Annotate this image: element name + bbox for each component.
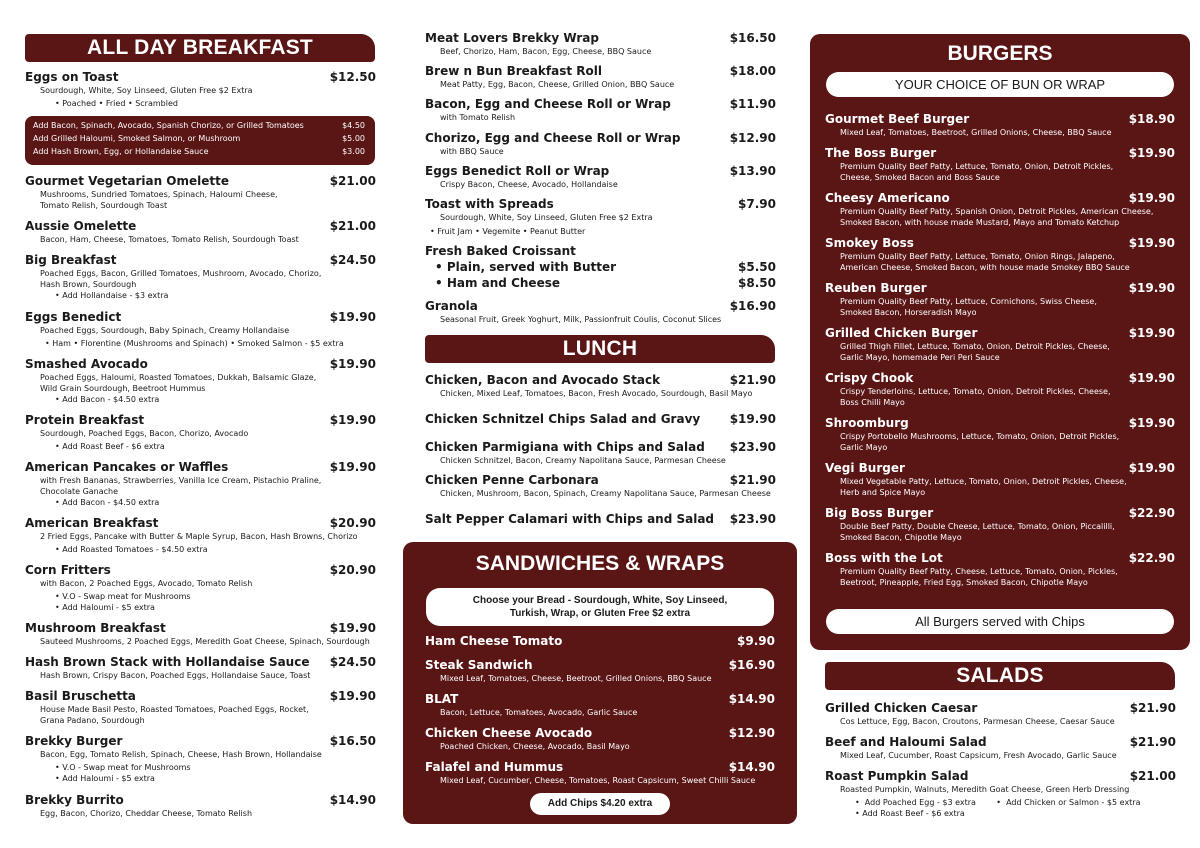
- item-price: $14.90: [728, 760, 775, 774]
- menu-item: [25, 793, 376, 819]
- menu-item: [25, 357, 376, 405]
- item-desc: Smoked Bacon, Chipotle Mayo: [840, 533, 962, 542]
- item-price: $19.90: [329, 689, 376, 703]
- item-options: • Add Bacon - $4.50 extra: [55, 498, 160, 507]
- item-price: $21.00: [329, 219, 376, 233]
- item-name: Toast with Spreads: [425, 197, 554, 211]
- item-price: $21.00: [329, 174, 376, 188]
- item-desc: Mixed Vegetable Patty, Lettuce, Tomato, Onion, Detroit Pickles, Cheese,: [840, 477, 1127, 486]
- item-name: Eggs on Toast: [25, 70, 119, 84]
- item-price: $21.90: [729, 373, 776, 387]
- menu-item: [25, 310, 376, 349]
- item-desc: Cos Lettuce, Egg, Bacon, Croutons, Parmesan Cheese, Caesar Sauce: [840, 717, 1115, 726]
- menu-item: [425, 197, 776, 237]
- item-price: $24.50: [329, 655, 376, 669]
- item-price: $16.90: [729, 299, 776, 313]
- item-price: $19.90: [1128, 461, 1175, 475]
- item-desc: Bacon, Lettuce, Tomatoes, Avocado, Garlic Sauce: [440, 708, 638, 717]
- item-price: $19.90: [329, 310, 376, 324]
- menu-item: [425, 726, 775, 752]
- item-desc: Mixed Leaf, Tomatoes, Beetroot, Grilled Onions, Cheese, BBQ Sauce: [840, 128, 1112, 137]
- extra-price: $5.00: [342, 134, 365, 143]
- item-desc: Beetroot, Pineapple, Fried Egg, Smoked Bacon, Chipotle Mayo: [840, 578, 1088, 587]
- item-price: $22.90: [1128, 551, 1175, 565]
- item-price: $19.90: [1128, 416, 1175, 430]
- item-desc: Boss Chilli Mayo: [840, 398, 905, 407]
- item-desc: Grilled Thigh Fillet, Lettuce, Tomato, Onion, Detroit Pickles, Cheese,: [840, 342, 1110, 351]
- item-desc: Garlic Mayo, homemade Peri Peri Sauce: [840, 353, 1000, 362]
- item-price: $12.90: [729, 131, 776, 145]
- item-name: Chorizo, Egg and Cheese Roll or Wrap: [425, 131, 681, 145]
- item-price: $19.90: [329, 413, 376, 427]
- item-price: $24.50: [329, 253, 376, 267]
- item-price: $12.50: [329, 70, 376, 84]
- extra-price: $3.00: [342, 147, 365, 156]
- item-desc: Chicken Schnitzel, Bacon, Creamy Napolitana Sauce, Parmesan Cheese: [440, 456, 726, 465]
- item-price: $9.90: [737, 634, 775, 648]
- menu-item: [425, 164, 776, 190]
- extra-label: Add Hash Brown, Egg, or Hollandaise Sauce: [33, 147, 209, 156]
- item-name: Crispy Chook: [825, 371, 914, 385]
- item-price: $21.90: [1129, 701, 1176, 715]
- item-price: $12.90: [728, 726, 775, 740]
- menu-item: [425, 276, 776, 291]
- item-desc: with Fresh Bananas, Strawberries, Vanilla Ice Cream, Pistachio Praline,: [40, 476, 322, 485]
- item-desc: Tomato Relish, Sourdough Toast: [40, 201, 168, 210]
- item-price: $23.90: [729, 512, 776, 526]
- item-name: Roast Pumpkin Salad: [825, 769, 969, 783]
- salads-header: SALADS: [825, 662, 1175, 690]
- menu-item: [425, 131, 776, 157]
- add-chips-note: Add Chips $4.20 extra: [530, 793, 670, 815]
- extra-label: Add Grilled Haloumi, Smoked Salmon, or Mushroom: [33, 134, 241, 143]
- item-price: $21.90: [1129, 735, 1176, 749]
- menu-item: [425, 64, 776, 90]
- menu-item: [425, 440, 776, 466]
- item-desc: Grana Padano, Sourdough: [40, 716, 145, 725]
- item-desc: Sourdough, White, Soy Linseed, Gluten Free $2 Extra: [440, 213, 653, 222]
- menu-item: [425, 97, 776, 123]
- item-desc: Chocolate Ganache: [40, 487, 119, 496]
- item-price: $11.90: [729, 97, 776, 111]
- extras-box: [25, 116, 375, 165]
- item-name: Grilled Chicken Caesar: [825, 701, 978, 715]
- item-name: Smashed Avocado: [25, 357, 148, 371]
- item-price: $16.90: [728, 658, 775, 672]
- item-name: Bacon, Egg and Cheese Roll or Wrap: [425, 97, 671, 111]
- item-name: Eggs Benedict Roll or Wrap: [425, 164, 610, 178]
- sandwiches-list: [425, 634, 775, 804]
- item-price: $21.00: [1129, 769, 1176, 783]
- extra-label: Add Bacon, Spinach, Avocado, Spanish Chorizo, or Grilled Tomatoes: [33, 121, 304, 130]
- item-desc: House Made Basil Pesto, Roasted Tomatoes, Poached Eggs, Rocket,: [40, 705, 309, 714]
- item-options: • Add Roast Beef - $6 extra: [55, 442, 165, 451]
- item-desc: Hash Brown, Sourdough: [40, 280, 137, 289]
- item-name: Big Breakfast: [25, 253, 117, 267]
- menu-item: [425, 634, 775, 649]
- item-desc: Crispy Bacon, Cheese, Avocado, Hollandaise: [440, 180, 618, 189]
- item-name: Meat Lovers Brekky Wrap: [425, 31, 599, 45]
- item-desc: Poached Eggs, Sourdough, Baby Spinach, Creamy Hollandaise: [40, 326, 290, 335]
- item-desc: Sauteed Mushrooms, 2 Poached Eggs, Meredith Goat Cheese, Spinach, Sourdough: [40, 637, 370, 646]
- item-desc: Premium Quality Beef Patty, Lettuce, Tomato, Onion Rings, Jalapeno,: [840, 252, 1115, 261]
- extra-price: $4.50: [342, 121, 365, 130]
- item-price: $23.90: [729, 440, 776, 454]
- item-price: $13.90: [729, 164, 776, 178]
- item-name: Basil Bruschetta: [25, 689, 136, 703]
- item-options: • Add Hollandaise - $3 extra: [55, 291, 169, 300]
- item-desc: Sourdough, Poached Eggs, Bacon, Chorizo, Avocado: [40, 429, 249, 438]
- item-name: Beef and Haloumi Salad: [825, 735, 987, 749]
- item-desc: Sourdough, White, Soy Linseed, Gluten Free $2 Extra: [40, 86, 253, 95]
- item-price: $8.50: [738, 276, 776, 290]
- item-name: Salt Pepper Calamari with Chips and Salad: [425, 512, 715, 526]
- menu-item: [25, 253, 376, 301]
- sandwiches-header: SANDWICHES & WRAPS: [475, 552, 725, 575]
- item-name: Brekky Burger: [25, 734, 123, 748]
- menu-item: [25, 516, 376, 555]
- breakfast-column: [25, 0, 376, 848]
- extra-row: [25, 132, 375, 145]
- item-name: American Breakfast: [25, 516, 159, 530]
- item-name: BLAT: [425, 692, 459, 706]
- item-name: The Boss Burger: [825, 146, 937, 160]
- item-name: Brekky Burrito: [25, 793, 124, 807]
- item-desc: Chicken, Mixed Leaf, Tomatoes, Bacon, Fresh Avocado, Sourdough, Basil Mayo: [440, 389, 753, 398]
- menu-item: [25, 689, 376, 726]
- item-name: Hash Brown Stack with Hollandaise Sauce: [25, 655, 310, 669]
- item-desc: Beef, Chorizo, Ham, Bacon, Egg, Cheese, BBQ Sauce: [440, 47, 652, 56]
- item-desc: Premium Quality Beef Patty, Lettuce, Tomato, Onion, Detroit Pickles,: [840, 162, 1114, 171]
- item-name: Mushroom Breakfast: [25, 621, 166, 635]
- item-desc: Roasted Pumpkin, Walnuts, Meredith Goat Cheese, Green Herb Dressing: [840, 785, 1130, 794]
- item-name: Shroomburg: [825, 416, 909, 430]
- extra-row: [25, 145, 375, 158]
- item-desc: Garlic Mayo: [840, 443, 888, 452]
- burgers-header: BURGERS: [947, 42, 1053, 65]
- item-options: • V.O - Swap meat for Mushrooms: [55, 763, 191, 772]
- item-desc: Meat Patty, Egg, Bacon, Cheese, Grilled Onion, BBQ Sauce: [440, 80, 675, 89]
- item-name: Gourmet Vegetarian Omelette: [25, 174, 229, 188]
- item-options: • Add Haloumi - $5 extra: [55, 774, 155, 783]
- menu-item: [25, 621, 376, 647]
- salads-section: [825, 0, 1176, 848]
- menu-item: [425, 512, 776, 527]
- item-name: Corn Fritters: [25, 563, 111, 577]
- item-price: $21.90: [729, 473, 776, 487]
- burgers-chips-note: All Burgers served with Chips: [826, 609, 1174, 634]
- item-price: $19.90: [1128, 281, 1175, 295]
- menu-item: [425, 299, 776, 325]
- item-name: Steak Sandwich: [425, 658, 533, 672]
- item-name: Protein Breakfast: [25, 413, 145, 427]
- menu-item: [425, 31, 776, 57]
- breakfast-header: ALL DAY BREAKFAST: [25, 34, 375, 62]
- bread-choice-note: [426, 588, 774, 626]
- item-price: $22.90: [1128, 506, 1175, 520]
- item-name: Chicken Parmigiana with Chips and Salad: [425, 440, 705, 454]
- item-price: $20.90: [329, 516, 376, 530]
- item-price: $14.90: [329, 793, 376, 807]
- item-price: $16.50: [729, 31, 776, 45]
- item-desc: 2 Fried Eggs, Pancake with Butter & Maple Syrup, Bacon, Hash Browns, Chorizo: [40, 532, 358, 541]
- item-price: $19.90: [1128, 191, 1175, 205]
- item-desc: with Bacon, 2 Poached Eggs, Avocado, Tomato Relish: [40, 579, 253, 588]
- item-options: • Poached • Fried • Scrambled: [55, 99, 178, 108]
- item-desc: Crispy Tenderloins, Lettuce, Tomato, Onion, Detroit Pickles, Cheese,: [840, 387, 1111, 396]
- menu-item: [25, 563, 376, 613]
- item-options: • Add Haloumi - $5 extra: [55, 603, 155, 612]
- item-options: • Fruit Jam • Vegemite • Peanut Butter: [430, 227, 586, 236]
- extra-row: [25, 119, 375, 132]
- item-name: Chicken Schnitzel Chips Salad and Gravy: [425, 412, 701, 426]
- item-name: • Plain, served with Butter: [435, 260, 617, 274]
- item-desc: Egg, Bacon, Chorizo, Cheddar Cheese, Tomato Relish: [40, 809, 253, 818]
- item-options: • Add Poached Egg - $3 extra • Add Chicken or Salmon - $5 extra: [855, 798, 1141, 807]
- item-price: $19.90: [329, 621, 376, 635]
- item-name: Boss with the Lot: [825, 551, 943, 565]
- menu-item: [425, 260, 776, 275]
- item-options: • Add Bacon - $4.50 extra: [55, 395, 160, 404]
- item-name: Chicken Penne Carbonara: [425, 473, 599, 487]
- bread-line: Choose your Bread - Sourdough, White, Soy Linseed,: [472, 595, 728, 606]
- item-price: $19.90: [1128, 146, 1175, 160]
- item-price: $19.90: [329, 460, 376, 474]
- menu-item: [25, 413, 376, 452]
- item-price: $5.50: [738, 260, 776, 274]
- menu-item: [825, 701, 1176, 727]
- item-desc: Chicken, Mushroom, Bacon, Spinach, Creamy Napolitana Sauce, Parmesan Cheese: [440, 489, 771, 498]
- item-desc: Premium Quality Beef Patty, Spanish Onion, Detroit Pickles, American Cheese,: [840, 207, 1154, 216]
- item-name: Smokey Boss: [825, 236, 914, 250]
- item-desc: with Tomato Relish: [440, 113, 516, 122]
- item-desc: Double Beef Patty, Double Cheese, Lettuce, Tomato, Onion, Piccalilli,: [840, 522, 1115, 531]
- item-desc: Herb and Spice Mayo: [840, 488, 926, 497]
- menu-item: [425, 412, 776, 427]
- menu-item: [425, 692, 775, 718]
- item-name: Brew n Bun Breakfast Roll: [425, 64, 602, 78]
- menu-item: [425, 373, 776, 399]
- item-name: American Pancakes or Waffles: [25, 460, 229, 474]
- menu-item: [825, 735, 1176, 761]
- item-price: $19.90: [1128, 326, 1175, 340]
- item-name: Reuben Burger: [825, 281, 927, 295]
- menu-item: [425, 760, 775, 786]
- item-name: Granola: [425, 299, 478, 313]
- item-name: Vegi Burger: [825, 461, 905, 475]
- item-desc: with BBQ Sauce: [440, 147, 504, 156]
- item-price: $18.90: [1128, 112, 1175, 126]
- item-name: Big Boss Burger: [825, 506, 934, 520]
- lunch-header: LUNCH: [425, 335, 775, 363]
- item-name: Chicken, Bacon and Avocado Stack: [425, 373, 661, 387]
- item-desc: Cheese, Smoked Bacon and Boss Sauce: [840, 173, 1000, 182]
- menu-item: [425, 244, 776, 259]
- menu-item: [25, 219, 376, 245]
- item-desc: Smoked Bacon, Horseradish Mayo: [840, 308, 977, 317]
- item-price: $20.90: [329, 563, 376, 577]
- item-desc: Mixed Leaf, Cucumber, Roast Capsicum, Fresh Avocado, Garlic Sauce: [840, 751, 1117, 760]
- item-name: Fresh Baked Croissant: [425, 244, 576, 258]
- item-price: $19.90: [329, 357, 376, 371]
- item-price: $19.90: [729, 412, 776, 426]
- item-price: $19.90: [1128, 236, 1175, 250]
- item-desc: Poached Eggs, Haloumi, Roasted Tomatoes, Dukkah, Balsamic Glaze,: [40, 373, 317, 382]
- menu-item: [425, 473, 776, 499]
- menu-item: [25, 460, 376, 508]
- item-name: Ham Cheese Tomato: [425, 634, 563, 648]
- item-name: Aussie Omelette: [25, 219, 137, 233]
- item-name: Chicken Cheese Avocado: [425, 726, 593, 740]
- item-price: $7.90: [738, 197, 776, 211]
- menu-item: [425, 658, 775, 684]
- item-desc: Seasonal Fruit, Greek Yoghurt, Milk, Passionfruit Coulis, Coconut Slices: [440, 315, 722, 324]
- menu-item: [25, 734, 376, 784]
- item-options: • Ham • Florentine (Mushrooms and Spinach) • Smoked Salmon - $5 extra: [45, 339, 344, 348]
- item-name: Grilled Chicken Burger: [825, 326, 978, 340]
- item-name: Gourmet Beef Burger: [825, 112, 970, 126]
- item-desc: Premium Quality Beef Patty, Lettuce, Cornichons, Swiss Cheese,: [840, 297, 1097, 306]
- item-price: $18.00: [729, 64, 776, 78]
- menu-item: [825, 769, 1176, 819]
- menu-item: [25, 70, 376, 109]
- item-desc: Hash Brown, Crispy Bacon, Poached Eggs, Hollandaise Sauce, Toast: [40, 671, 311, 680]
- item-price: $19.90: [1128, 371, 1175, 385]
- item-desc: Mixed Leaf, Tomatoes, Cheese, Beetroot, Grilled Onions, BBQ Sauce: [440, 674, 712, 683]
- item-options: • V.O - Swap meat for Mushrooms: [55, 592, 191, 601]
- menu-item: [25, 174, 376, 211]
- item-desc: Bacon, Egg, Tomato Relish, Spinach, Cheese, Hash Brown, Hollandaise: [40, 750, 322, 759]
- item-name: Eggs Benedict: [25, 310, 122, 324]
- item-desc: Poached Chicken, Cheese, Avocado, Basil Mayo: [440, 742, 630, 751]
- item-desc: Mixed Leaf, Cucumber, Cheese, Tomatoes, Roast Capsicum, Sweet Chilli Sauce: [440, 776, 756, 785]
- item-name: Cheesy Americano: [825, 191, 950, 205]
- item-desc: Smoked Bacon, with house made Mustard, Mayo and Tomato Ketchup: [840, 218, 1120, 227]
- item-name: • Ham and Cheese: [435, 276, 560, 290]
- item-name: Falafel and Hummus: [425, 760, 564, 774]
- bun-or-wrap-note: YOUR CHOICE OF BUN OR WRAP: [826, 72, 1174, 97]
- item-price: $16.50: [329, 734, 376, 748]
- item-options: • Add Roast Beef - $6 extra: [855, 809, 965, 818]
- item-options: • Add Roasted Tomatoes - $4.50 extra: [55, 545, 208, 554]
- item-price: $14.90: [728, 692, 775, 706]
- item-desc: Poached Eggs, Bacon, Grilled Tomatoes, Mushroom, Avocado, Chorizo,: [40, 269, 322, 278]
- item-desc: Crispy Portobello Mushrooms, Lettuce, Tomato, Onion, Detroit Pickles,: [840, 432, 1120, 441]
- bread-line: Turkish, Wrap, or Gluten Free $2 extra: [509, 608, 691, 619]
- item-desc: Premium Quality Beef Patty, Cheese, Lettuce, Tomato, Onion, Pickles,: [840, 567, 1118, 576]
- item-desc: Bacon, Ham, Cheese, Tomatoes, Tomato Relish, Sourdough Toast: [40, 235, 299, 244]
- menu-item: [25, 655, 376, 681]
- item-desc: American Cheese, Smoked Bacon, with house made Smokey BBQ Sauce: [840, 263, 1130, 272]
- item-desc: Mushrooms, Sundried Tomatoes, Spinach, Haloumi Cheese,: [40, 190, 278, 199]
- sandwiches-panel: [403, 542, 797, 824]
- item-desc: Wild Grain Sourdough, Beetroot Hummus: [40, 384, 206, 393]
